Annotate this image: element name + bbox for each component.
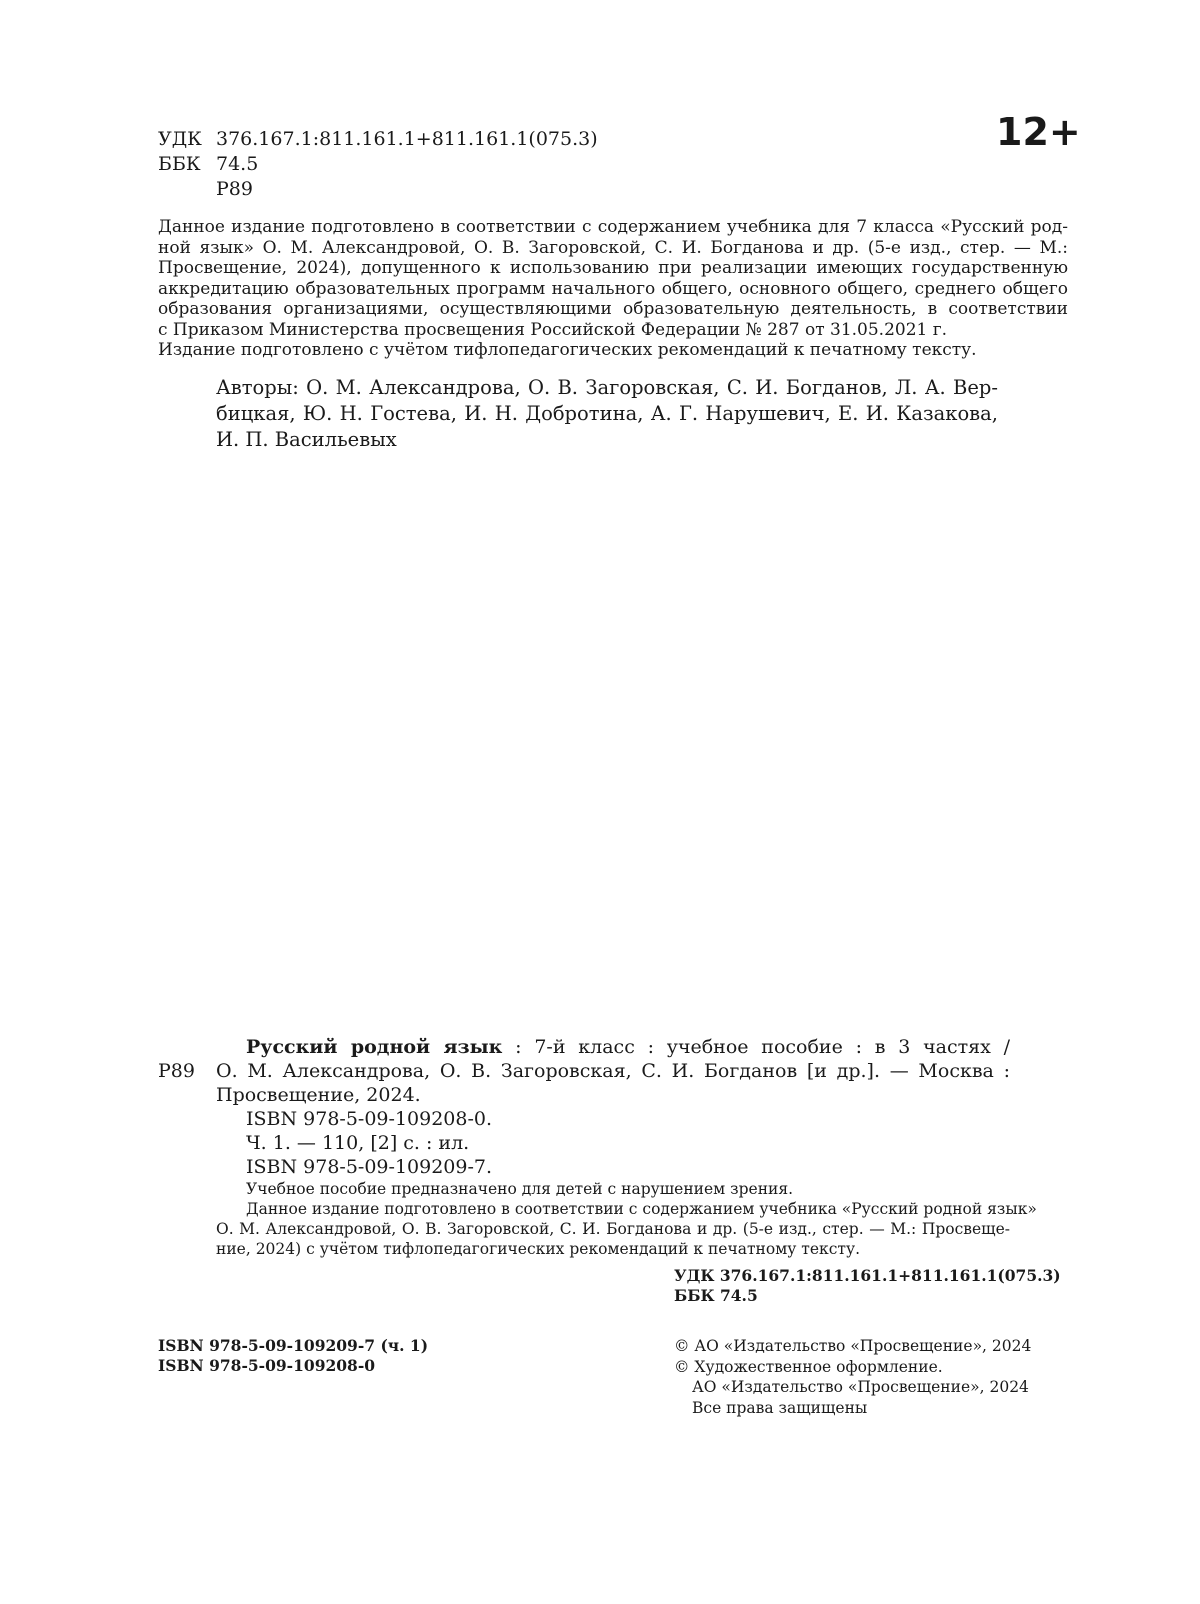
age-rating: 12+ <box>996 110 1081 154</box>
author-mark-line <box>158 177 598 202</box>
author-mark: Р89 <box>216 178 253 200</box>
isbn-line: ISBN 978-5-09-109209-7 (ч. 1) <box>158 1336 429 1355</box>
copyright-line: © Художественное оформление. <box>674 1357 943 1376</box>
authors-block <box>216 375 998 453</box>
bbk-value: 74.5 <box>216 153 259 175</box>
authors-line: Авторы: О. М. Александрова, О. В. Загоровская, С. И. Богданов, Л. А. Вер- <box>216 376 998 399</box>
catalog-udk: УДК 376.167.1:811.161.1+811.161.1(075.3) <box>674 1266 1061 1285</box>
catalog-note-line: ние, 2024) с учётом тифлопедагогических рекомендаций к печатному тексту. <box>216 1240 861 1258</box>
authors-line: И. П. Васильевых <box>216 428 397 451</box>
catalog-part: Ч. 1. — 110, [2] с. : ил. <box>246 1132 470 1154</box>
compliance-line: образования организациями, осуществляющими образовательную деятельность, в соответствии <box>158 299 1068 319</box>
classification-block <box>158 127 598 202</box>
catalog-note-line: Данное издание подготовлено в соответствии с содержанием учебника «Русский родной язык» <box>246 1200 1037 1218</box>
catalog-card <box>216 1035 1037 1259</box>
copyright-line: АО «Издательство «Просвещение», 2024 <box>692 1378 1029 1396</box>
compliance-line: ной язык» О. М. Александровой, О. В. Загоровской, С. И. Богданова и др. (5-е изд., стер. — М.: <box>158 237 1068 258</box>
compliance-line: Издание подготовлено с учётом тифлопедагогических рекомендаций к печатному тексту. <box>158 340 977 360</box>
compliance-note <box>158 217 1068 361</box>
catalog-bbk: ББК 74.5 <box>674 1286 758 1305</box>
catalog-note-line: О. М. Александровой, О. В. Загоровской, С. И. Богданова и др. (5-е изд., стер. — М.: Просвеще- <box>216 1220 1010 1238</box>
compliance-line: с Приказом Министерства просвещения Российской Федерации № 287 от 31.05.2021 г. <box>158 319 948 340</box>
compliance-line: Просвещение, 2024), допущенного к использованию при реализации имеющих государственную <box>158 258 1068 278</box>
catalog-line: О. М. Александрова, О. В. Загоровская, С. И. Богданов [и др.]. — Москва : <box>216 1060 1010 1082</box>
catalog-codes <box>674 1266 1061 1306</box>
authors-line: бицкая, Ю. Н. Гостева, И. Н. Добротина, А. Г. Нарушевич, Е. И. Казакова, <box>216 402 998 425</box>
catalog-isbn-set: ISBN 978-5-09-109208-0. <box>246 1108 493 1130</box>
catalog-purpose: Учебное пособие предназначено для детей с нарушением зрения. <box>246 1180 794 1198</box>
bbk-label: ББК <box>158 153 201 175</box>
compliance-line: Данное издание подготовлено в соответствии с содержанием учебника для 7 класса «Русский род- <box>158 217 1068 237</box>
compliance-line: аккредитацию образовательных программ начального общего, основного общего, среднего общего <box>158 278 1068 299</box>
isbn-line: ISBN 978-5-09-109208-0 <box>158 1356 376 1375</box>
copyright-line: Все права защищены <box>692 1398 868 1417</box>
udk-line <box>158 127 598 152</box>
catalog-isbn-part: ISBN 978-5-09-109209-7. <box>246 1156 493 1178</box>
udk-value: 376.167.1:811.161.1+811.161.1(075.3) <box>216 128 598 150</box>
udk-label: УДК <box>158 128 202 150</box>
catalog-line: Просвещение, 2024. <box>216 1084 421 1106</box>
catalog-title-line <box>216 1035 1010 1059</box>
bbk-line <box>158 152 598 177</box>
book-title-rest: : 7-й класс : учебное пособие : в 3 частях / <box>502 1036 1010 1058</box>
copyright-line: © АО «Издательство «Просвещение», 2024 <box>674 1337 1032 1355</box>
isbn-block <box>158 1336 428 1376</box>
catalog-mark: Р89 <box>158 1060 195 1082</box>
copyright-block <box>674 1336 1031 1418</box>
book-title: Русский родной язык <box>246 1036 503 1058</box>
